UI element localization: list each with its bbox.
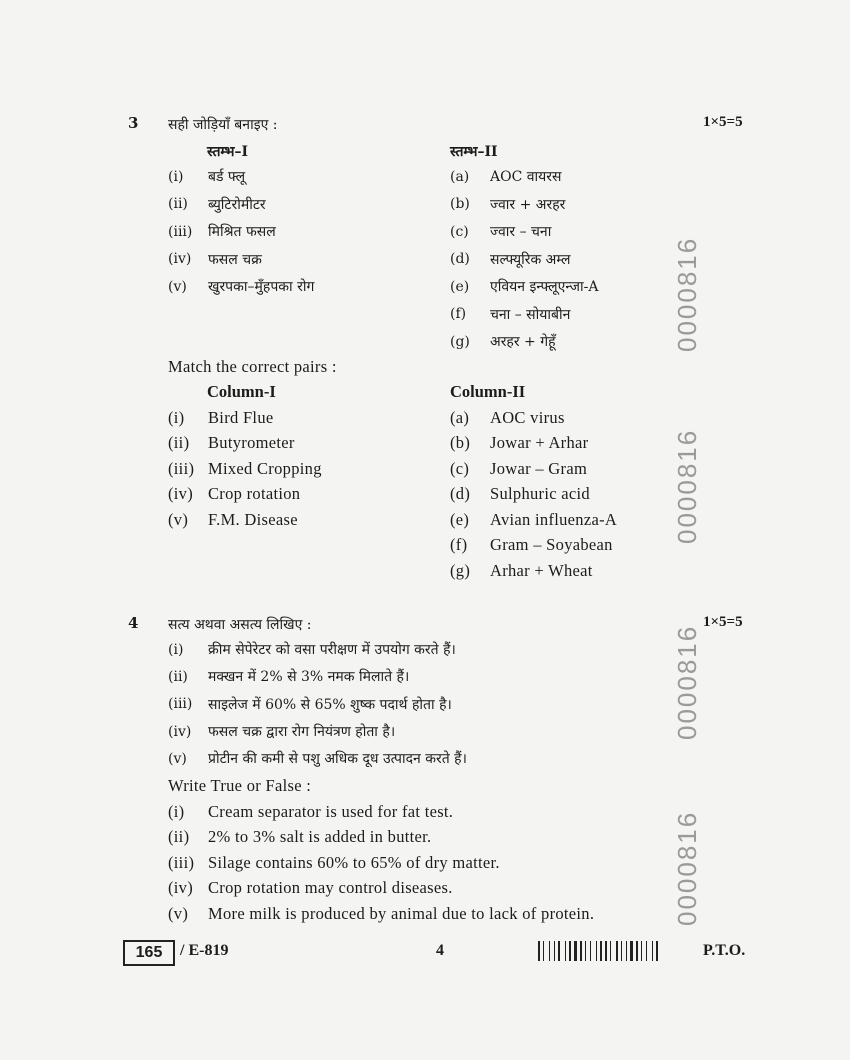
barcode-bar (545, 941, 548, 961)
q3-hindi-column-2-heading: स्तम्भ–II (450, 144, 498, 160)
barcode-bar (654, 941, 655, 961)
barcode-bar (592, 941, 595, 961)
barcode-bar (608, 941, 609, 961)
list-item: (b) ज्वार + अरहर (450, 196, 566, 213)
barcode-bar (587, 941, 589, 961)
list-item: (iii) मिश्रित फसल (168, 223, 276, 241)
barcode-bar (646, 941, 647, 961)
barcode-bar (616, 941, 618, 961)
barcode-bar (605, 941, 607, 961)
list-item: (a) AOC virus (450, 407, 565, 427)
q3-hindi-column-2-list (450, 163, 598, 356)
barcode-bar (641, 941, 642, 961)
q3-hindi-column-1-list (168, 163, 314, 301)
barcode-bar (610, 941, 611, 961)
barcode-bar (656, 941, 658, 961)
q3-english-instruction: Match the correct pairs : (168, 357, 337, 376)
list-item: (iii) साइलेज में 60% से 65% शुष्क पदार्थ होता है। (168, 696, 452, 713)
barcode-bar (578, 941, 579, 961)
list-item: (b) Jowar + Arhar (450, 433, 589, 453)
barcode-bar (626, 941, 627, 961)
barcode-bar (659, 941, 660, 961)
barcode-bar (569, 941, 571, 961)
barcode-bar (634, 941, 635, 961)
question-4-title-hindi: सत्य अथवा असत्य लिखिए : (168, 617, 312, 633)
q3-english-column-2-heading: Column-II (450, 382, 526, 401)
q4-english-statements (168, 799, 594, 927)
list-item: (v) More milk is produced by animal due to lack of protein. (168, 903, 595, 923)
barcode-bar (565, 941, 566, 961)
barcode-bar (596, 941, 597, 961)
q3-hindi-column-1-heading: स्तम्भ–I (207, 144, 249, 160)
barcode-bar (556, 941, 557, 961)
barcode-bar (558, 941, 560, 961)
list-item: (v) खुरपका–मुँहपका रोग (168, 278, 315, 296)
list-item: (i) क्रीम सेपेरेटर को वसा परीक्षण में उपयोग करते हैं। (168, 641, 456, 659)
q4-hindi-statements (168, 636, 467, 772)
list-item: (c) Jowar – Gram (450, 458, 588, 478)
paper-code-box: 165 (123, 940, 175, 966)
list-item: (f) चना – सोयाबीन (450, 306, 571, 323)
serial-number-stamp: 0000816 (672, 624, 702, 740)
list-item: (ii) मक्खन में 2% से 3% नमक मिलाते हैं। (168, 668, 410, 686)
barcode-bar (600, 941, 602, 961)
page-number: 4 (436, 942, 444, 959)
barcode-bar (585, 941, 586, 961)
please-turn-over: P.T.O. (703, 942, 746, 959)
list-item: (iii) Mixed Cropping (168, 458, 322, 478)
q4-english-instruction: Write True or False : (168, 776, 312, 795)
barcode-bar (598, 941, 599, 961)
barcode-bar (554, 941, 555, 961)
barcode-bar (612, 941, 615, 961)
barcode-bar (590, 941, 591, 961)
barcode-bar (561, 941, 564, 961)
list-item: (ii) 2% to 3% salt is added in butter. (168, 827, 432, 847)
barcode-bar (572, 941, 573, 961)
question-4-marks: 1×5=5 (703, 614, 743, 630)
list-item: (d) Sulphuric acid (450, 484, 590, 504)
serial-number-stamp: 0000816 (672, 236, 702, 352)
list-item: (iv) Crop rotation may control diseases. (168, 878, 453, 898)
barcode-bar (583, 941, 584, 961)
question-3-marks: 1×5=5 (703, 114, 743, 130)
q3-english-column-1-heading: Column-I (207, 382, 276, 401)
list-item: (v) F.M. Disease (168, 509, 298, 529)
barcode-bar (567, 941, 568, 961)
barcode-bar (580, 941, 582, 961)
paper-code-suffix: / E-819 (180, 942, 229, 959)
barcode-bar (619, 941, 620, 961)
list-item: (a) AOC वायरस (450, 168, 562, 186)
list-item: (f) Gram – Soyabean (450, 535, 613, 555)
question-3-number: 3 (128, 114, 139, 132)
barcode-bar (643, 941, 645, 961)
list-item: (i) Cream separator is used for fat test. (168, 801, 454, 821)
list-item: (ii) Butyrometer (168, 433, 295, 453)
list-item: (d) सल्फ्यूरिक अम्ल (450, 251, 571, 268)
barcode-bar (543, 941, 544, 961)
serial-number-stamp: 0000816 (672, 810, 702, 926)
barcode-bar (652, 941, 653, 961)
barcode-bar (630, 941, 633, 961)
list-item: (iv) Crop rotation (168, 484, 301, 504)
list-item: (i) बर्ड फ्लू (168, 168, 246, 186)
barcode-bar (636, 941, 638, 961)
question-4-number: 4 (128, 614, 139, 632)
list-item: (v) प्रोटीन की कमी से पशु अधिक दूध उत्पादन करते हैं। (168, 750, 467, 768)
barcode-bar (541, 941, 542, 961)
list-item: (g) Arhar + Wheat (450, 560, 593, 580)
barcode-bar (603, 941, 604, 961)
list-item: (iv) फसल चक्र (168, 251, 262, 268)
list-item: (e) एवियन इन्फ्लूएन्जा-A (450, 278, 599, 296)
list-item: (c) ज्वार – चना (450, 223, 552, 241)
q3-english-column-2-list (450, 405, 617, 584)
list-item: (i) Bird Flue (168, 407, 274, 427)
barcode-bar (621, 941, 622, 961)
barcode-bar (574, 941, 577, 961)
question-3-title-hindi: सही जोड़ियाँ बनाइए : (168, 117, 278, 133)
q3-english-column-1-list (168, 405, 322, 533)
barcode-bar (628, 941, 629, 961)
barcode-bar (639, 941, 640, 961)
barcode-bar (551, 941, 553, 961)
barcode-bar (623, 941, 625, 961)
serial-number-stamp: 0000816 (672, 428, 702, 544)
barcode (538, 941, 684, 961)
list-item: (iv) फसल चक्र द्वारा रोग नियंत्रण होता है। (168, 723, 396, 741)
barcode-bar (549, 941, 550, 961)
list-item: (iii) Silage contains 60% to 65% of dry matter. (168, 852, 500, 872)
list-item: (ii) ब्युटिरोमीटर (168, 196, 266, 213)
barcode-bar (538, 941, 540, 961)
list-item: (e) Avian influenza-A (450, 509, 618, 529)
barcode-bar (648, 941, 651, 961)
list-item: (g) अरहर + गेहूँ (450, 333, 556, 351)
